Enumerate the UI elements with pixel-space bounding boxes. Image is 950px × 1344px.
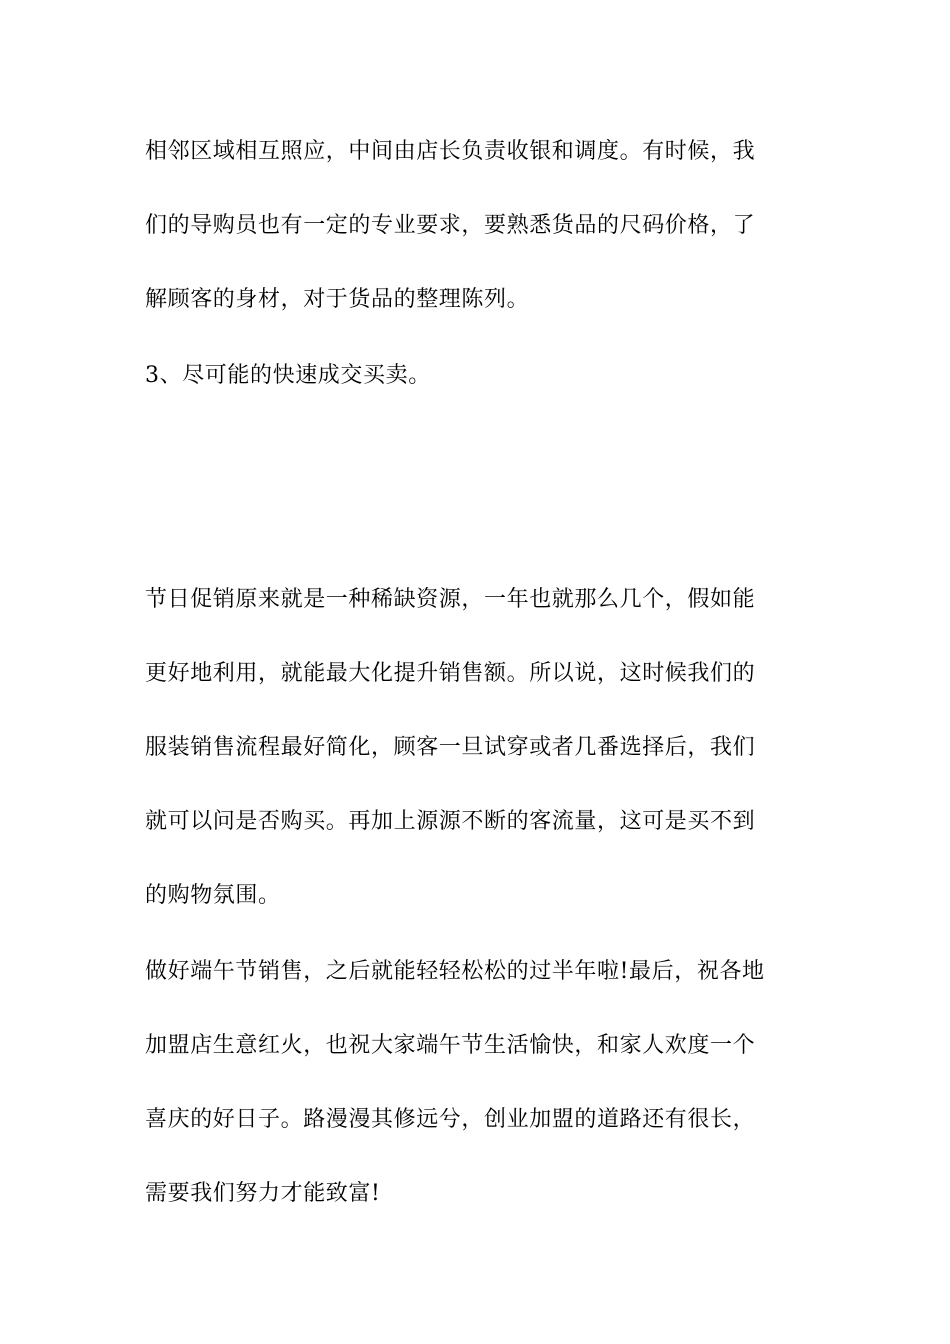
paragraph-line: 服装销售流程最好简化，顾客一旦试穿或者几番选择后，我们 xyxy=(145,735,756,760)
paragraph-line: 就可以问是否购买。再加上源源不断的客流量，这可是买不到 xyxy=(145,809,756,834)
paragraph-line: 需要我们努力才能致富! xyxy=(145,1181,381,1206)
paragraph-line: 喜庆的好日子。路漫漫其修远兮，创业加盟的道路还有很长， xyxy=(145,1107,756,1132)
paragraph-line: 更好地利用，就能最大化提升销售额。所以说，这时候我们的 xyxy=(145,661,756,686)
paragraph-line: 相邻区域相互照应，中间由店长负责收银和调度。有时候，我 xyxy=(145,139,756,164)
paragraph-line: 解顾客的身材，对于货品的整理陈列。 xyxy=(145,287,530,312)
section-heading: 3、尽可能的快速成交买卖。 xyxy=(145,363,431,388)
paragraph-line: 的购物氛围。 xyxy=(145,883,281,908)
paragraph-line: 节日促销原来就是一种稀缺资源，一年也就那么几个，假如能 xyxy=(145,587,756,612)
paragraph-line: 做好端午节销售，之后就能轻轻松松的过半年啦!最后，祝各地 xyxy=(145,959,765,984)
paragraph-line: 们的导购员也有一定的专业要求，要熟悉货品的尺码价格，了 xyxy=(145,213,756,238)
paragraph-line: 加盟店生意红火，也祝大家端午节生活愉快，和家人欢度一个 xyxy=(145,1033,756,1058)
